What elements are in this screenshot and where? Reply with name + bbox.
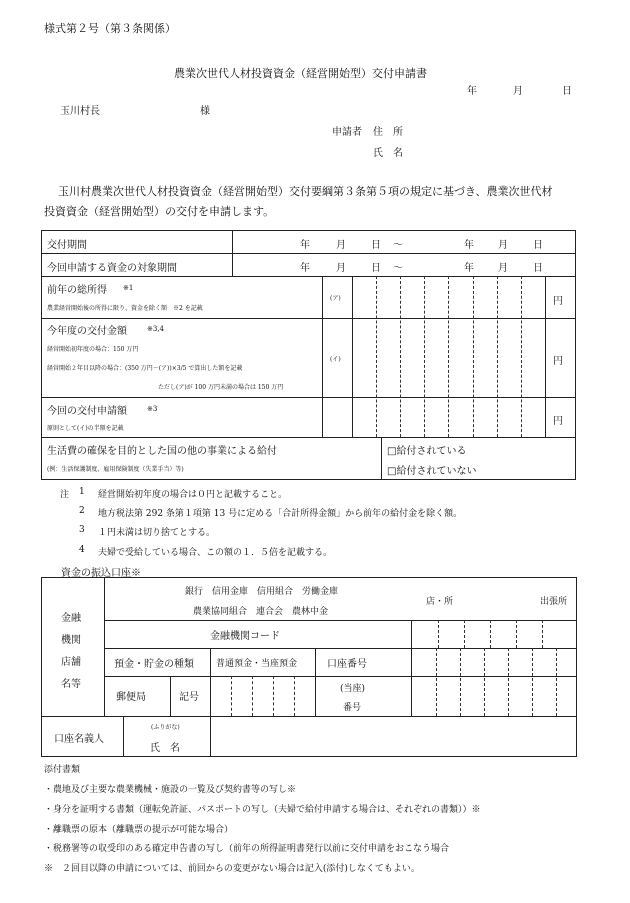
applicant-label: 申請者 xyxy=(332,127,362,138)
row4-label: 今年度の交付金額 xyxy=(47,326,127,337)
account-number-label: 口座番号 xyxy=(327,659,367,670)
row5-note: 原則として(イ)の半額を記載 xyxy=(47,425,124,432)
attachment-item-2: ・身分を証明する書類（運転免許証、パスポートの写し（夫婦で給付申請する場合は、それぞれの書類））※ xyxy=(44,805,481,815)
benefit-not-received-checkbox[interactable]: □給付されていない xyxy=(387,466,477,477)
row3-note: 農業経営開始後の所得に限り、資金を除く額 ※2 を記載 xyxy=(47,305,203,312)
row1-end-day: 日 xyxy=(533,240,543,251)
row2-start-year: 年 xyxy=(300,263,310,274)
row1-start-year: 年 xyxy=(300,240,310,251)
deposit-type-value[interactable]: 普通預金・当座預金 xyxy=(216,659,298,669)
applicant-address-label: 住 所 xyxy=(373,127,403,138)
addressee-name: 玉川村長 xyxy=(60,106,100,117)
row4-code: (イ) xyxy=(330,356,341,363)
attachment-item-4: ・税務署等の収受印のある確定申告書の写し（前年の所得証明書発行以前に交付申請をおこなう場合 xyxy=(44,844,450,854)
row1-tilde: 〜 xyxy=(393,240,403,251)
page-title: 農業次世代人材投資資金（経営開始型）交付申請書 xyxy=(174,67,427,80)
note4-num: 4 xyxy=(79,545,85,555)
note2-num: 2 xyxy=(79,506,85,516)
furigana-label: (ふりがな) xyxy=(151,724,180,731)
date-day: 日 xyxy=(562,86,572,97)
post-office-label: 郵便局 xyxy=(116,692,146,703)
row2-end-year: 年 xyxy=(464,263,474,274)
left-label-2: 機関 xyxy=(61,635,81,646)
attachments-footnote: ※ ２回目以降の申請については、前回からの変更がない場合は記入(添付)しなくてもよい。 xyxy=(44,864,420,874)
deposit-type-label: 預金・貯金の種類 xyxy=(114,659,194,670)
bank-section-title: 資金の振込口座※ xyxy=(61,568,141,579)
note3-text: １円未満は切り捨てとする。 xyxy=(98,528,216,538)
row2-tilde: 〜 xyxy=(393,263,403,274)
row2-label: 今回申請する資金の対象期間 xyxy=(47,263,177,274)
benefit-received-checkbox[interactable]: □給付されている xyxy=(387,446,467,457)
note1-num: 1 xyxy=(79,487,85,497)
bank-types-1: 銀行 信用金庫 信用組合 労働金庫 xyxy=(185,587,339,597)
branch-types: 店・所 xyxy=(426,597,454,607)
row3-mark: ※1 xyxy=(123,284,134,292)
current-label: (当座) xyxy=(340,684,366,694)
row6-note: (例：生活保護制度、雇用保険制度（失業手当）等) xyxy=(47,466,184,473)
row5-unit: 円 xyxy=(553,416,563,427)
addressee-honorific: 様 xyxy=(200,106,210,117)
body-text-line1: 玉川村農業次世代人材投資資金（経営開始型）交付要綱第３条第５項の規定に基づき、農業次世代材 xyxy=(58,185,553,198)
bank-types-2: 農業協同組合 連合会 農林中金 xyxy=(193,607,329,617)
symbol-label: 記号 xyxy=(179,692,199,703)
branch-office: 出張所 xyxy=(540,597,568,607)
applicant-name-label: 氏 名 xyxy=(373,148,403,159)
form-number: 様式第２号（第３条関係） xyxy=(44,22,176,35)
holder-label: 口座名義人 xyxy=(54,734,104,745)
row3-label: 前年の総所得 xyxy=(47,285,107,296)
row6-label: 生活費の確保を目的とした国の他の事業による給付 xyxy=(47,446,277,457)
row4-note3: ただし(ア)が 100 万円未満の場合は 150 万円 xyxy=(158,384,284,391)
row2-start-day: 日 xyxy=(371,263,381,274)
row2-end-day: 日 xyxy=(533,263,543,274)
attachment-item-3: ・離職票の原本（離職票の提示が可能な場合） xyxy=(44,825,234,835)
row5-label: 今回の交付申請額 xyxy=(47,406,127,417)
row2-end-month: 月 xyxy=(498,263,508,274)
left-label-4: 名等 xyxy=(61,679,81,690)
row4-note1: 経営開始初年度の場合：150 万円 xyxy=(47,346,139,353)
note3-num: 3 xyxy=(79,525,85,535)
row2-start-month: 月 xyxy=(336,263,346,274)
number-label: 番号 xyxy=(343,703,362,713)
row1-start-day: 日 xyxy=(371,240,381,251)
row1-end-month: 月 xyxy=(498,240,508,251)
date-year: 年 xyxy=(467,86,477,97)
attachments-title: 添付書類 xyxy=(44,765,81,775)
date-month: 月 xyxy=(513,86,523,97)
left-label-3: 店舗 xyxy=(61,657,81,668)
row4-unit: 円 xyxy=(553,356,563,367)
note1-text: 経営開始初年度の場合は０円と記載すること。 xyxy=(98,490,288,500)
left-label-1: 金融 xyxy=(61,613,81,624)
holder-name-label: 氏 名 xyxy=(150,743,180,754)
row3-unit: 円 xyxy=(553,296,563,307)
notes-head: 注 xyxy=(60,490,70,500)
bank-code-label: 金融機関コード xyxy=(210,631,280,642)
row1-label: 交付期間 xyxy=(47,240,87,251)
row4-mark: ※3,4 xyxy=(147,325,164,333)
row1-end-year: 年 xyxy=(464,240,474,251)
note4-text: 夫婦で受給している場合、この額の１．５倍を記載する。 xyxy=(98,548,333,558)
attachment-item-1: ・農地及び主要な農業機械・施設の一覧及び契約書等の写し※ xyxy=(44,785,297,795)
body-text-line2: 投資資金（経営開始型）の交付を申請します。 xyxy=(44,205,275,218)
note2-text: 地方税法第 292 条第１項第 13 号に定める「合計所得金額」から前年の給付金を除く額。 xyxy=(98,509,463,519)
row5-mark: ※3 xyxy=(147,405,158,413)
row3-code: (ア) xyxy=(330,295,341,302)
row4-note2: 経営開始２年目以降の場合：(350 万円－(ア))×3/5 で算出した額を記載 xyxy=(47,365,243,372)
row1-start-month: 月 xyxy=(336,240,346,251)
